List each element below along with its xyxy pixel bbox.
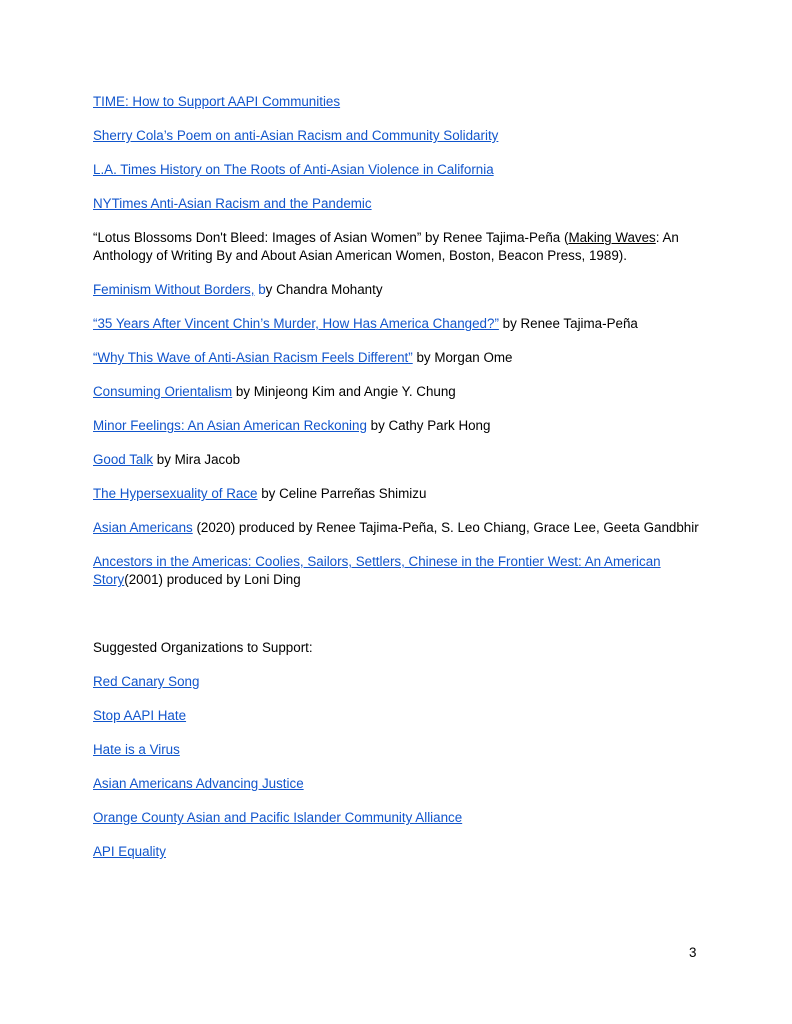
hypersexuality-author-text: by Celine Parreñas Shimizu (257, 486, 427, 501)
making-waves-text: Making Waves (568, 230, 656, 245)
hate-is-a-virus-link[interactable]: Hate is a Virus (93, 742, 180, 757)
consuming-orientalism-link[interactable]: Consuming Orientalism (93, 384, 233, 399)
organization-item (93, 741, 703, 759)
organizations-heading: Suggested Organizations to Support: (93, 640, 313, 655)
why-wave-link[interactable]: “Why This Wave of Anti-Asian Racism Feels Different” (93, 350, 413, 365)
organization-item (93, 809, 703, 827)
resource-item-lotus (93, 229, 703, 265)
consuming-author-text: by Minjeong Kim and Angie Y. Chung (232, 384, 456, 399)
page-number: 3 (689, 945, 697, 960)
hypersexuality-link[interactable]: The Hypersexuality of Race (93, 486, 258, 501)
feminism-by-link[interactable]: b (258, 282, 266, 297)
api-equality-link[interactable]: API Equality (93, 844, 166, 859)
latimes-link[interactable]: L.A. Times History on The Roots of Anti-Asian Violence in California (93, 162, 494, 177)
ancestors-credits-text: (2001) produced by Loni Ding (124, 572, 301, 587)
resource-item-consuming (93, 383, 703, 401)
organization-item (93, 775, 703, 793)
resource-item-time (93, 93, 703, 111)
nytimes-link[interactable]: NYTimes Anti-Asian Racism and the Pandemic (93, 196, 372, 211)
organization-item (93, 673, 703, 691)
lotus-rest-text: : An Anthology of Writing By and About Asian American Women, Boston, Beacon Press, 1989). (93, 230, 679, 263)
why-wave-author-text: by Morgan Ome (412, 350, 513, 365)
resource-item-why-wave (93, 349, 703, 367)
resource-item-asian-americans (93, 519, 703, 537)
section-spacer (93, 605, 703, 639)
asian-americans-credits-text: (2020) produced by Renee Tajima-Peña, S. Leo Chiang, Grace Lee, Geeta Gandbhir (192, 520, 699, 535)
organization-item (93, 707, 703, 725)
sherry-cola-link[interactable]: Sherry Cola’s Poem on anti-Asian Racism and Community Solidarity (93, 128, 499, 143)
lotus-intro-text: “Lotus Blossoms Don't Bleed: Images of Asian Women” by Renee Tajima-Peña ( (93, 230, 569, 245)
feminism-author-text: y Chandra Mohanty (265, 282, 383, 297)
resource-item-feminism (93, 281, 703, 299)
resource-item-ancestors (93, 553, 703, 589)
resource-item-hypersexuality (93, 485, 703, 503)
vincent-chin-link[interactable]: “35 Years After Vincent Chin’s Murder, How Has America Changed?” (93, 316, 499, 331)
resource-item-cola (93, 127, 703, 145)
time-link[interactable]: TIME: How to Support AAPI Communities (93, 94, 341, 109)
resource-item-nytimes (93, 195, 703, 213)
resource-item-vincent-chin (93, 315, 703, 333)
asian-americans-link[interactable]: Asian Americans (93, 520, 193, 535)
ancestors-link[interactable]: Ancestors in the Americas: Coolies, Sailors, Settlers, Chinese in the Frontier West: An American Story (93, 554, 661, 587)
minor-feelings-author-text: by Cathy Park Hong (366, 418, 491, 433)
minor-feelings-link[interactable]: Minor Feelings: An Asian American Reckoning (93, 418, 367, 433)
resource-item-minor-feelings (93, 417, 703, 435)
resource-item-good-talk (93, 451, 703, 469)
stop-aapi-hate-link[interactable]: Stop AAPI Hate (93, 708, 187, 723)
resource-item-latimes (93, 161, 703, 179)
feminism-link[interactable]: Feminism Without Borders, (93, 282, 255, 297)
organization-item (93, 843, 703, 861)
good-talk-link[interactable]: Good Talk (93, 452, 154, 467)
good-talk-author-text: by Mira Jacob (153, 452, 241, 467)
page-content (93, 93, 703, 877)
asian-americans-advancing-justice-link[interactable]: Asian Americans Advancing Justice (93, 776, 304, 791)
oc-apiccaa-link[interactable]: Orange County Asian and Pacific Islander Community Alliance (93, 810, 463, 825)
vincent-chin-author-text: by Renee Tajima-Peña (498, 316, 638, 331)
red-canary-song-link[interactable]: Red Canary Song (93, 674, 200, 689)
